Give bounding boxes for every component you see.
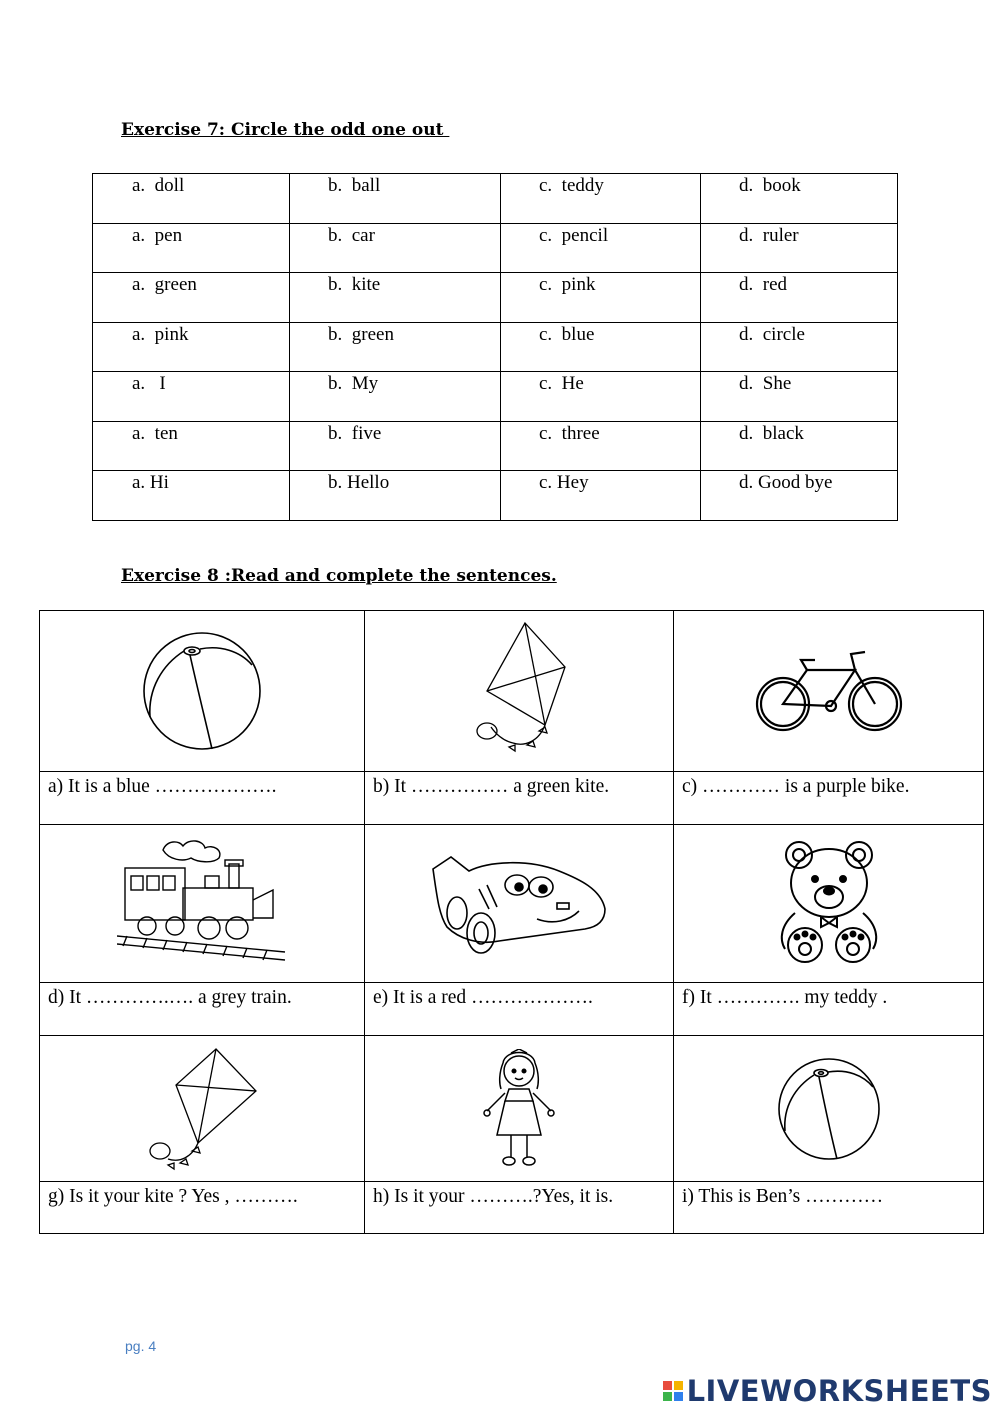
option-b[interactable]: b. car	[290, 223, 501, 273]
exercise-8-heading: Exercise 8 :Read and complete the sentences.	[121, 566, 557, 586]
table-row	[93, 223, 898, 273]
sentence-b[interactable]: b) It …………… a green kite.	[365, 772, 674, 825]
picture-cell	[674, 611, 984, 772]
car-icon	[429, 849, 609, 959]
option-b[interactable]: b. Hello	[290, 471, 501, 521]
option-b[interactable]: b. five	[290, 421, 501, 471]
option-c[interactable]: c. He	[501, 372, 701, 422]
option-a[interactable]: a. Hi	[93, 471, 290, 521]
train-icon	[117, 840, 287, 968]
option-a[interactable]: a. doll	[93, 174, 290, 224]
ball-icon	[140, 631, 264, 751]
sentence-f[interactable]: f) It …………. my teddy .	[674, 983, 984, 1036]
divider	[889, 1035, 984, 1036]
option-d[interactable]: d. ruler	[701, 223, 898, 273]
option-d[interactable]: d. book	[701, 174, 898, 224]
picture-cell	[40, 611, 365, 772]
divider	[259, 1035, 365, 1036]
sentence-h[interactable]: h) Is it your ……….?Yes, it is.	[365, 1182, 674, 1234]
page-number: pg. 4	[125, 1338, 157, 1354]
kite-icon	[469, 621, 569, 761]
option-a[interactable]: a. ten	[93, 421, 290, 471]
ball-icon	[777, 1057, 881, 1161]
sentence-g[interactable]: g) Is it your kite ? Yes , ……….	[40, 1182, 365, 1234]
option-c[interactable]: c. pencil	[501, 223, 701, 273]
sentence-e[interactable]: e) It is a red ……………….	[365, 983, 674, 1036]
option-d[interactable]: d. Good bye	[701, 471, 898, 521]
complete-sentences-grid	[39, 610, 984, 1234]
sentence-i[interactable]: i) This is Ben’s …………	[674, 1182, 984, 1234]
table-row	[93, 322, 898, 372]
option-a[interactable]: a. pink	[93, 322, 290, 372]
divider	[40, 1035, 147, 1036]
exercise-7-heading: Exercise 7: Circle the odd one out	[121, 120, 450, 140]
sentence-c[interactable]: c) ………… is a purple bike.	[674, 772, 984, 825]
picture-cell	[674, 825, 984, 983]
divider	[674, 1035, 767, 1036]
brand-name: LIVEWORKSHEETS	[686, 1374, 992, 1408]
kite-icon	[146, 1047, 258, 1171]
option-d[interactable]: d. She	[701, 372, 898, 422]
picture-cell	[40, 1036, 365, 1182]
sentence-row	[40, 1182, 984, 1234]
sentence-row	[40, 772, 984, 825]
option-d[interactable]: d. black	[701, 421, 898, 471]
picture-cell	[365, 825, 674, 983]
option-c[interactable]: c. teddy	[501, 174, 701, 224]
option-c[interactable]: c. three	[501, 421, 701, 471]
option-b[interactable]: b. ball	[290, 174, 501, 224]
sentence-d[interactable]: d) It ………….…. a grey train.	[40, 983, 365, 1036]
picture-row	[40, 611, 984, 772]
picture-row	[40, 825, 984, 983]
table-row	[93, 471, 898, 521]
picture-cell	[674, 1036, 984, 1182]
option-d[interactable]: d. red	[701, 273, 898, 323]
option-b[interactable]: b. kite	[290, 273, 501, 323]
doll-icon	[481, 1049, 557, 1169]
table-row	[93, 174, 898, 224]
option-a[interactable]: a. pen	[93, 223, 290, 273]
picture-cell	[40, 825, 365, 983]
table-row	[93, 372, 898, 422]
sentence-row	[40, 983, 984, 1036]
option-d[interactable]: d. circle	[701, 322, 898, 372]
table-row	[93, 273, 898, 323]
divider	[559, 1035, 674, 1036]
odd-one-out-table	[92, 173, 898, 521]
teddy-bear-icon	[777, 839, 881, 969]
logo-icon	[663, 1381, 683, 1401]
option-a[interactable]: a. I	[93, 372, 290, 422]
option-c[interactable]: c. pink	[501, 273, 701, 323]
liveworksheets-logo	[663, 1374, 992, 1408]
picture-row	[40, 1036, 984, 1182]
picture-cell	[365, 611, 674, 772]
option-b[interactable]: b. My	[290, 372, 501, 422]
option-c[interactable]: c. blue	[501, 322, 701, 372]
sentence-a[interactable]: a) It is a blue ……………….	[40, 772, 365, 825]
option-c[interactable]: c. Hey	[501, 471, 701, 521]
divider	[365, 1035, 480, 1036]
table-row	[93, 421, 898, 471]
option-a[interactable]: a. green	[93, 273, 290, 323]
bike-icon	[755, 648, 903, 734]
picture-cell	[365, 1036, 674, 1182]
option-b[interactable]: b. green	[290, 322, 501, 372]
